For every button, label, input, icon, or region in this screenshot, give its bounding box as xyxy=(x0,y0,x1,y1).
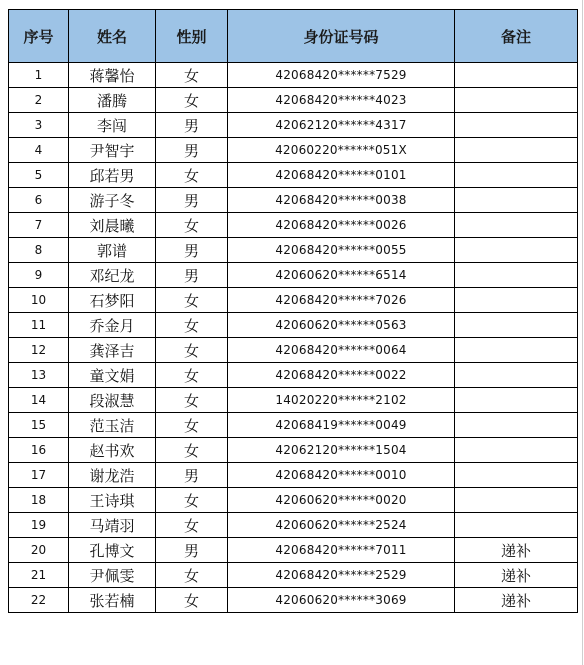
table-row xyxy=(9,388,578,413)
cell-gender: 女 xyxy=(156,438,228,463)
cell-name: 马靖羽 xyxy=(69,513,156,538)
table-row xyxy=(9,588,578,613)
cell-id-number: 42062120******4317 xyxy=(228,113,455,138)
cell-id-number: 42068420******0038 xyxy=(228,188,455,213)
table-row xyxy=(9,438,578,463)
table-row xyxy=(9,488,578,513)
table-row xyxy=(9,363,578,388)
cell-note xyxy=(455,188,578,213)
cell-gender: 男 xyxy=(156,263,228,288)
cell-gender: 女 xyxy=(156,313,228,338)
cell-name: 范玉洁 xyxy=(69,413,156,438)
cell-note: 递补 xyxy=(455,563,578,588)
cell-name: 李闯 xyxy=(69,113,156,138)
cell-name: 乔金月 xyxy=(69,313,156,338)
table-row xyxy=(9,138,578,163)
cell-no: 8 xyxy=(9,238,69,263)
cell-name: 童文娟 xyxy=(69,363,156,388)
cell-no: 21 xyxy=(9,563,69,588)
cell-no: 14 xyxy=(9,388,69,413)
cell-no: 19 xyxy=(9,513,69,538)
cell-name: 尹智宇 xyxy=(69,138,156,163)
cell-no: 11 xyxy=(9,313,69,338)
cell-gender: 女 xyxy=(156,388,228,413)
table-row xyxy=(9,188,578,213)
cell-note xyxy=(455,488,578,513)
cell-gender: 男 xyxy=(156,538,228,563)
cell-name: 游子冬 xyxy=(69,188,156,213)
cell-note xyxy=(455,88,578,113)
cell-id-number: 14020220******2102 xyxy=(228,388,455,413)
cell-id-number: 42068420******4023 xyxy=(228,88,455,113)
cell-id-number: 42068420******0064 xyxy=(228,338,455,363)
cell-id-number: 42068420******0022 xyxy=(228,363,455,388)
table-row xyxy=(9,113,578,138)
cell-id-number: 42068420******7026 xyxy=(228,288,455,313)
cell-id-number: 42060620******3069 xyxy=(228,588,455,613)
cell-note: 递补 xyxy=(455,588,578,613)
cell-id-number: 42068420******2529 xyxy=(228,563,455,588)
cell-gender: 男 xyxy=(156,238,228,263)
cell-gender: 女 xyxy=(156,163,228,188)
cell-note xyxy=(455,438,578,463)
cell-name: 龚泽吉 xyxy=(69,338,156,363)
cell-no: 20 xyxy=(9,538,69,563)
cell-note xyxy=(455,288,578,313)
cell-name: 赵书欢 xyxy=(69,438,156,463)
cell-name: 刘晨曦 xyxy=(69,213,156,238)
table-row xyxy=(9,238,578,263)
cell-no: 3 xyxy=(9,113,69,138)
cell-note xyxy=(455,238,578,263)
cell-note xyxy=(455,363,578,388)
cell-gender: 女 xyxy=(156,363,228,388)
cell-note xyxy=(455,138,578,163)
cell-name: 谢龙浩 xyxy=(69,463,156,488)
cell-note xyxy=(455,63,578,88)
cell-gender: 女 xyxy=(156,338,228,363)
cell-no: 4 xyxy=(9,138,69,163)
cell-no: 1 xyxy=(9,63,69,88)
cell-gender: 女 xyxy=(156,413,228,438)
cell-name: 郭谱 xyxy=(69,238,156,263)
cell-note xyxy=(455,338,578,363)
table-row xyxy=(9,463,578,488)
table-row xyxy=(9,538,578,563)
cell-gender: 女 xyxy=(156,513,228,538)
table-body xyxy=(9,63,578,613)
cell-no: 17 xyxy=(9,463,69,488)
cell-gender: 男 xyxy=(156,463,228,488)
cell-note xyxy=(455,513,578,538)
table-header xyxy=(9,10,578,63)
table-row xyxy=(9,563,578,588)
cell-no: 5 xyxy=(9,163,69,188)
cell-no: 9 xyxy=(9,263,69,288)
cell-id-number: 42060620******0563 xyxy=(228,313,455,338)
table-row xyxy=(9,88,578,113)
cell-id-number: 42060620******6514 xyxy=(228,263,455,288)
header-row xyxy=(9,10,578,63)
cell-no: 18 xyxy=(9,488,69,513)
cell-no: 2 xyxy=(9,88,69,113)
cell-name: 王诗琪 xyxy=(69,488,156,513)
cell-note xyxy=(455,388,578,413)
table-row xyxy=(9,313,578,338)
header-gender: 性别 xyxy=(156,10,228,63)
table-row xyxy=(9,288,578,313)
window-edge xyxy=(582,0,583,665)
cell-note xyxy=(455,313,578,338)
cell-no: 6 xyxy=(9,188,69,213)
cell-id-number: 42068420******7529 xyxy=(228,63,455,88)
cell-name: 潘腾 xyxy=(69,88,156,113)
cell-id-number: 42068420******7011 xyxy=(228,538,455,563)
table-row xyxy=(9,213,578,238)
cell-gender: 男 xyxy=(156,188,228,213)
cell-name: 蒋馨怡 xyxy=(69,63,156,88)
cell-id-number: 42068420******0026 xyxy=(228,213,455,238)
cell-gender: 女 xyxy=(156,288,228,313)
cell-name: 张若楠 xyxy=(69,588,156,613)
cell-gender: 男 xyxy=(156,113,228,138)
table-row xyxy=(9,263,578,288)
cell-name: 段淑慧 xyxy=(69,388,156,413)
table-row xyxy=(9,338,578,363)
cell-id-number: 42068419******0049 xyxy=(228,413,455,438)
cell-id-number: 42068420******0010 xyxy=(228,463,455,488)
cell-no: 16 xyxy=(9,438,69,463)
cell-name: 石梦阳 xyxy=(69,288,156,313)
cell-gender: 女 xyxy=(156,563,228,588)
cell-note xyxy=(455,413,578,438)
header-note: 备注 xyxy=(455,10,578,63)
cell-note xyxy=(455,163,578,188)
cell-name: 邱若男 xyxy=(69,163,156,188)
cell-id-number: 42060620******0020 xyxy=(228,488,455,513)
cell-gender: 女 xyxy=(156,88,228,113)
cell-gender: 女 xyxy=(156,588,228,613)
cell-id-number: 42062120******1504 xyxy=(228,438,455,463)
cell-gender: 女 xyxy=(156,213,228,238)
cell-name: 孔博文 xyxy=(69,538,156,563)
cell-name: 邓纪龙 xyxy=(69,263,156,288)
cell-name: 尹佩雯 xyxy=(69,563,156,588)
cell-note xyxy=(455,263,578,288)
cell-no: 15 xyxy=(9,413,69,438)
cell-note xyxy=(455,463,578,488)
header-no: 序号 xyxy=(9,10,69,63)
cell-note: 递补 xyxy=(455,538,578,563)
cell-note xyxy=(455,213,578,238)
cell-id-number: 42060620******2524 xyxy=(228,513,455,538)
cell-no: 13 xyxy=(9,363,69,388)
cell-note xyxy=(455,113,578,138)
cell-gender: 女 xyxy=(156,488,228,513)
cell-no: 7 xyxy=(9,213,69,238)
cell-no: 22 xyxy=(9,588,69,613)
cell-gender: 女 xyxy=(156,63,228,88)
roster-table xyxy=(8,9,578,613)
cell-id-number: 42068420******0101 xyxy=(228,163,455,188)
cell-id-number: 42068420******0055 xyxy=(228,238,455,263)
table-row xyxy=(9,163,578,188)
cell-no: 12 xyxy=(9,338,69,363)
header-name: 姓名 xyxy=(69,10,156,63)
table-row xyxy=(9,63,578,88)
table-row xyxy=(9,413,578,438)
header-id-number: 身份证号码 xyxy=(228,10,455,63)
table-row xyxy=(9,513,578,538)
cell-id-number: 42060220******051X xyxy=(228,138,455,163)
cell-no: 10 xyxy=(9,288,69,313)
cell-gender: 男 xyxy=(156,138,228,163)
